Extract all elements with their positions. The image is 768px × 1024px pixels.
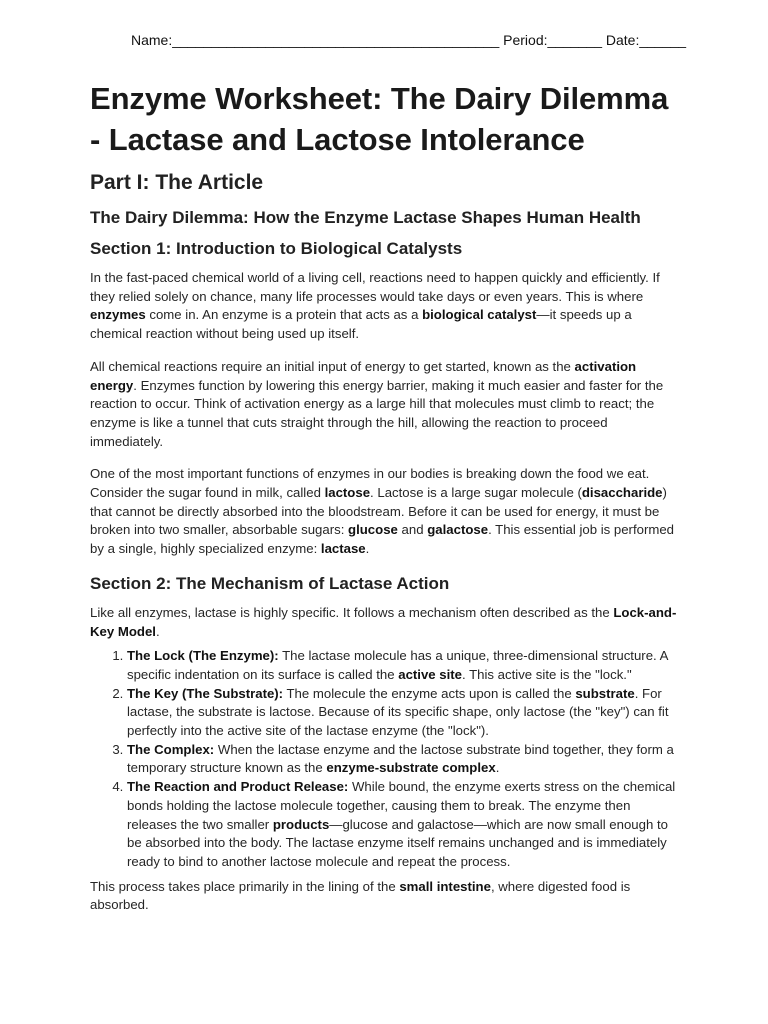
text-run: . This essential job is performed by a single, highly specialized enzyme: xyxy=(90,522,674,557)
text-run: —it speeds up a chemical reaction without being used up itself. xyxy=(90,307,632,342)
text-run: The lactase molecule has a unique, three-dimensional structure. A specific indentation on its surface is called the xyxy=(127,648,668,682)
mechanism-steps-list xyxy=(90,647,680,871)
text-run: . xyxy=(155,623,160,639)
text-run: Like all enzymes, lactase is highly specific. It follows a mechanism often described as the xyxy=(90,604,614,620)
bold-term: enzyme-substrate complex xyxy=(326,760,496,776)
section-2-intro xyxy=(90,604,680,641)
text-run: One of the most important functions of enzymes in our bodies is breaking down the food we eat. Consider the sugar found in milk, called xyxy=(90,466,650,501)
text-run: —glucose and galactose—which are now small enough to be absorbed into the body. The lactase enzyme itself remains unchanged and is immediately ready to bind to another lactose molecule and repeat the process. xyxy=(127,816,668,869)
section-2-closing xyxy=(90,878,680,915)
text-run: This process takes place primarily in the lining of the xyxy=(90,878,400,894)
text-run: The molecule the enzyme acts upon is called the xyxy=(283,685,576,701)
step-label: The Reaction and Product Release: xyxy=(127,779,349,795)
bold-term: small intestine xyxy=(399,878,491,894)
text-run: . Lactose is a large sugar molecule ( xyxy=(370,485,582,501)
bold-term: biological catalyst xyxy=(422,307,537,323)
text-run: All chemical reactions require an initial input of energy to get started, known as the xyxy=(90,358,575,374)
section-1-paragraph-3 xyxy=(90,465,680,559)
section-2-heading: Section 2: The Mechanism of Lactase Action xyxy=(90,573,450,593)
text-run: While bound, the enzyme exerts stress on the chemical bonds holding the lactose molecule together, causing them to break. The enzyme then releases the two smaller xyxy=(127,779,676,832)
bold-term: disaccharide xyxy=(581,485,663,501)
list-item xyxy=(127,741,680,778)
text-run: . For lactase, the substrate is lactose. Because of its specific shape, only lactose (the "key") can fit perfectly into the active site of the lactase enzyme (the "lock"). xyxy=(127,685,669,739)
bold-term: substrate xyxy=(575,685,635,701)
bold-term: Lock-and-Key Model xyxy=(90,604,677,639)
bold-term: lactose xyxy=(324,485,371,501)
text-run: ) that cannot be directly absorbed into the bloodstream. Before it can be used for energy, it must be broken into two smaller, absorbable sugars: xyxy=(90,485,667,538)
text-run: come in. An enzyme is a protein that acts as a xyxy=(145,307,423,323)
list-item xyxy=(127,685,680,741)
text-run: When the lactase enzyme and the lactose substrate bind together, they form a temporary structure known as the xyxy=(127,741,674,776)
bold-term: enzymes xyxy=(90,307,146,323)
article-title: The Dairy Dilemma: How the Enzyme Lactase Shapes Human Health xyxy=(90,208,641,227)
list-item xyxy=(127,778,680,872)
list-item xyxy=(127,647,680,684)
section-1-heading: Section 1: Introduction to Biological Catalysts xyxy=(90,239,463,258)
step-label: The Complex: xyxy=(127,741,215,757)
section-1-paragraph-2 xyxy=(90,358,680,452)
bold-term: galactose xyxy=(427,522,489,538)
step-label: The Lock (The Enzyme): xyxy=(127,648,279,664)
worksheet-title: Enzyme Worksheet: The Dairy Dilemma - Lactase and Lactose Intolerance xyxy=(90,81,669,157)
text-run: . xyxy=(365,541,370,557)
bold-term: products xyxy=(272,816,330,832)
text-run: and xyxy=(397,522,428,538)
name-period-date-line: Name:__________________________________________ Period:_______ Date:______ xyxy=(131,32,687,48)
text-run: , where digested food is absorbed. xyxy=(90,878,631,913)
worksheet-content xyxy=(90,78,680,929)
bold-term: activation energy xyxy=(90,358,637,393)
text-run: In the fast-paced chemical world of a living cell, reactions need to happen quickly and efficiently. If they relied solely on chance, many life processes would take days or even years. This is where xyxy=(90,270,660,304)
section-1-paragraph-1 xyxy=(90,269,680,344)
bold-term: lactase xyxy=(320,541,366,557)
bold-term: active site xyxy=(398,666,463,682)
text-run: . This active site is the "lock." xyxy=(462,666,632,682)
text-run: . xyxy=(495,760,500,776)
part-heading: Part I: The Article xyxy=(90,171,264,194)
step-label: The Key (The Substrate): xyxy=(127,685,284,701)
text-run: . Enzymes function by lowering this energy barrier, making it much easier and faster for the reaction to occur. Think of activation energy as a large hill that molecules must climb to react; the enzyme is like a tunnel that cuts straight through the hill, allowing the reaction to proceed immediately. xyxy=(90,377,664,449)
bold-term: glucose xyxy=(348,522,398,538)
